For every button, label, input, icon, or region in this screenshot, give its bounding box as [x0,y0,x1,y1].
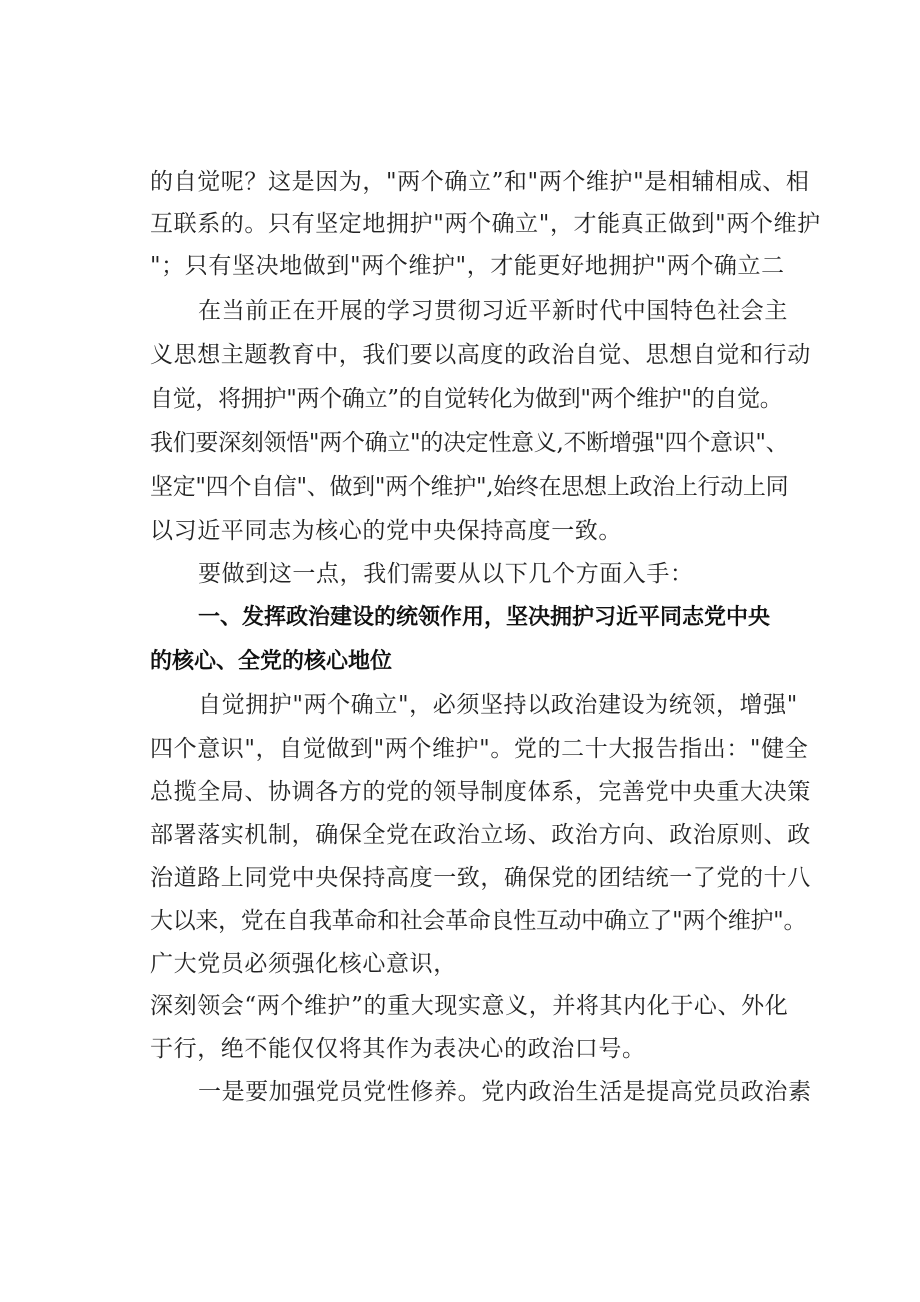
section-heading-line-1: 一、发挥政治建设的统领作用，坚决拥护习近平同志党中央 [198,605,771,630]
paragraph-4-line-9: 于行，绝不能仅仅将其作为表决心的政治口号。 [150,1036,646,1062]
text-line-1: 的自觉呢？这是因为，"两个确立”和"两个维护"是相辅相成、相 [150,169,810,195]
paragraph-5-line-1: 一是要加强党员党性修养。党内政治生活是提高党员政治素 [198,1079,812,1105]
paragraph-4-line-8: 深刻领会“两个维护”的重大现实意义，并将其内化于心、外化 [150,993,789,1019]
paragraph-4-line-2: 四个意识"，自觉做到"两个维护"。党的二十大报告指出："健全 [150,736,809,762]
paragraph-2-line-2: 义思想主题教育中，我们要以高度的政治自觉、思想自觉和行动 [150,342,811,368]
paragraph-4-line-5: 治道路上同党中央保持高度一致，确保党的团结统一了党的十八 [150,865,811,891]
text-line-3: "；只有坚决地做到"两个维护"，才能更好地拥护"两个确立二 [150,253,785,279]
paragraph-2-line-4: 我们要深刻领悟"两个确立"的决定性意义,不断增强"四个意识"、 [150,430,789,456]
paragraph-4-line-1: 自觉拥护"两个确立"，必须坚持以政治建设为统领，增强" [198,692,798,718]
paragraph-3-line-1: 要做到这一点，我们需要从以下几个方面入手： [198,561,694,587]
paragraph-4-line-6: 大以来，党在自我革命和社会革命良性互动中确立了"两个维护"。 [150,908,807,934]
paragraph-2-line-1: 在当前正在开展的学习贯彻习近平新时代中国特色社会主 [198,298,788,324]
paragraph-2-line-6: 以习近平同志为核心的党中央保持高度一致。 [150,518,622,544]
section-heading-line-2: 的核心、全党的核心地位 [150,649,393,674]
text-line-2: 互联系的。只有坚定地拥护"两个确立"，才能真正做到"两个维护 [150,211,821,237]
paragraph-2-line-3: 自觉，将拥护"两个确立”的自觉转化为做到"两个维护"的自觉。 [150,386,783,412]
paragraph-4-line-4: 部署落实机制，确保全党在政治立场、政治方向、政治原则、政 [150,822,811,848]
paragraph-4-line-7: 广大党员必须强化核心意识， [150,951,457,977]
paragraph-2-line-5: 坚定"四个自信"、做到"两个维护",始终在思想上政治上行动上同 [150,474,789,500]
paragraph-4-line-3: 总揽全局、协调各方的党的领导制度体系，完善党中央重大决策 [150,779,811,805]
